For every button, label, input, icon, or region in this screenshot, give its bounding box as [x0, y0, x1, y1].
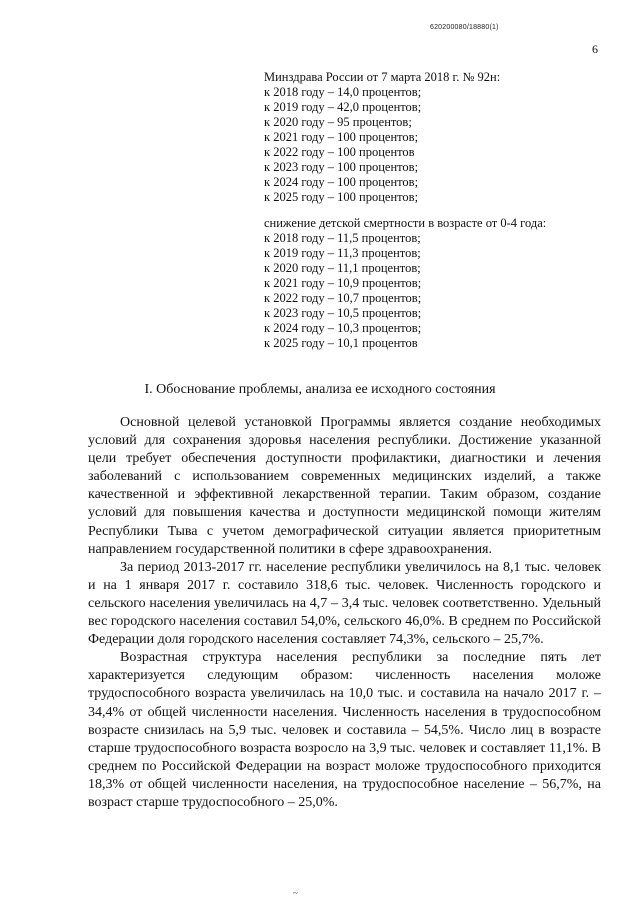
paragraph-age-structure: Возрастная структура населения республики за последние пять лет характеризуется следующим образом: численность населения моложе трудоспособного возраста увеличилась на 10,0 тыс. и составила на начало 2017 г. – 34,4% от общей численности населения. Численность населения в трудоспособном возрасте снизилась на 5,9 тыс. человек и составила – 54,5%. Число лиц в возрасте старше трудоспособного возраста возросло на 3,9 тыс. человек и составляет 11,1%. В среднем по Российской Федерации на возраст моложе трудоспособного приходится 18,3% от общей численности населения, на трудоспособное население – 56,7%, на возраст старше трудоспособного – 25,0%. [88, 650, 601, 810]
list-line: к 2022 году – 100 процентов [264, 145, 415, 159]
list-line: к 2018 году – 14,0 процентов; [264, 85, 422, 99]
list-line: к 2025 году – 100 процентов; [264, 190, 419, 204]
list-line: к 2024 году – 100 процентов; [264, 175, 419, 189]
target-list-child-mortality [264, 216, 594, 351]
list-line: к 2019 году – 42,0 процентов; [264, 100, 422, 114]
target-list-indicator-1 [264, 70, 594, 205]
list-line: к 2023 году – 100 процентов; [264, 160, 419, 174]
list-line: к 2018 году – 11,5 процентов; [264, 231, 421, 245]
list-line: к 2025 году – 10,1 процентов [264, 336, 418, 350]
section-heading: I. Обоснование проблемы, анализа ее исходного состояния [144, 382, 496, 397]
body-text [88, 414, 601, 812]
list-line: к 2021 году – 10,9 процентов; [264, 276, 422, 290]
list-line: к 2020 году – 95 процентов; [264, 115, 412, 129]
list-line: к 2024 году – 10,3 процентов; [264, 321, 422, 335]
list-line: снижение детской смертности в возрасте от 0-4 года: [264, 216, 547, 230]
list-line: к 2019 году – 11,3 процентов; [264, 246, 421, 260]
footer-mark: ~ [293, 888, 298, 898]
paragraph-population: За период 2013-2017 гг. население республики увеличилось на 8,1 тыс. человек и на 1 января 2017 г. составило 318,6 тыс. человек. Численность городского и сельского населения увеличилась на 4,7 – 3,4 тыс. человек соответственно. Удельный вес городского населения составил 54,0%, сельского 46,0%. В среднем по Российской Федерации доля городского населения составляет 74,3%, сельского – 25,7%. [88, 559, 601, 648]
paragraph-program-goal: Основной целевой установкой Программы является создание необходимых условий для сохранения здоровья населения республики. Достижение указанной цели требует обеспечения доступности профилактики, диагностики и лечения заболеваний с использованием современных медицинских изделий, а также качественной и эффективной лекарственной терапии. Таким образом, создание условий для повышения качества и доступности медицинской помощи жителям Республики Тыва с учетом демографической ситуации является приоритетным направлением государственной политики в сфере здравоохранения. [88, 415, 601, 557]
list-line: к 2020 году – 11,1 процентов; [264, 261, 421, 275]
list-line: к 2023 году – 10,5 процентов; [264, 306, 422, 320]
list-line: Минздрава России от 7 марта 2018 г. № 92н: [264, 70, 501, 84]
page-number: 6 [592, 42, 598, 56]
list-line: к 2021 году – 100 процентов; [264, 130, 419, 144]
list-line: к 2022 году – 10,7 процентов; [264, 291, 422, 305]
document-id: 620200080/18880(1) [430, 24, 499, 31]
